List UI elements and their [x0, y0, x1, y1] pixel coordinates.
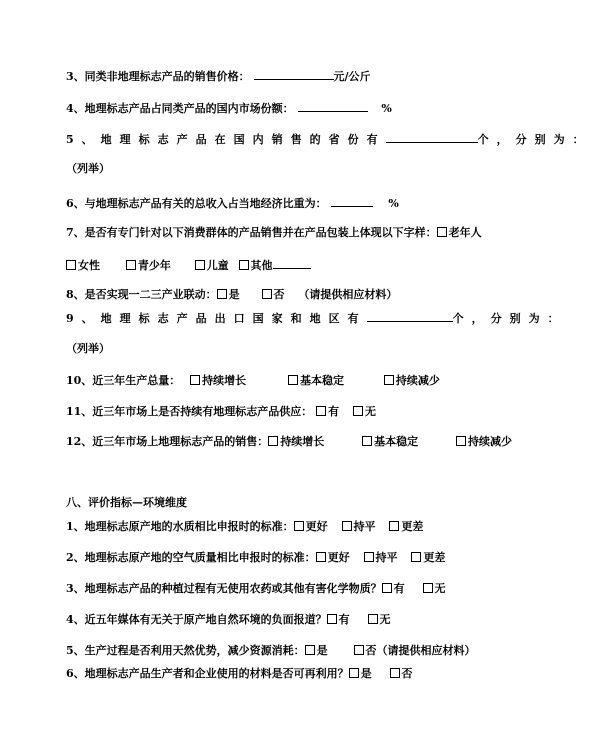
question-4: [66, 100, 392, 116]
question-11: [66, 405, 376, 419]
checkbox-icon: [354, 645, 364, 655]
checkbox-icon: [327, 614, 337, 624]
q3-prefix: 3、同类: [66, 70, 107, 83]
checkbox-icon: [217, 289, 227, 299]
q11-option-yes[interactable]: 有: [316, 405, 339, 419]
q7-text: 7、是否有专门针对以下消费群体的产品销售并在产品包装上体现以下字样：: [66, 226, 437, 239]
checkbox-icon: [389, 521, 399, 531]
question-8: [66, 288, 397, 302]
q7-other-field[interactable]: [273, 257, 311, 269]
e2-option-better[interactable]: 更好: [316, 551, 350, 565]
env-question-1: [66, 520, 423, 534]
checkbox-icon: [411, 552, 421, 562]
q4-share-field[interactable]: [298, 100, 368, 112]
q12-text: 12、近三年市场上地理标志产品的销售：: [66, 435, 269, 448]
checkbox-icon: [268, 436, 278, 446]
q10-option-decrease[interactable]: 持续减少: [384, 374, 440, 388]
q12-option-stable[interactable]: 基本稳定: [362, 435, 418, 449]
q9-note: （列举）: [66, 342, 110, 355]
checkbox-icon: [288, 375, 298, 385]
q5-text: 5、地理标志产品在国内销售的省份有: [66, 133, 386, 146]
q3-unit: 元/公斤: [333, 70, 371, 83]
q6-unit: %: [388, 197, 399, 210]
q7-option-other[interactable]: 其他: [239, 259, 273, 273]
question-7: [66, 226, 482, 240]
question-9: [66, 310, 567, 326]
env-question-3: [66, 582, 446, 596]
question-10: [66, 374, 440, 388]
e5-option-yes[interactable]: 是: [305, 644, 328, 658]
e1-option-worse[interactable]: 更差: [389, 520, 423, 534]
section-heading: 八、评价指标—环境维度: [66, 496, 187, 509]
e4-option-yes[interactable]: 有: [327, 613, 350, 627]
checkbox-icon: [362, 436, 372, 446]
q12-option-decrease[interactable]: 持续减少: [456, 435, 512, 449]
e6-option-no[interactable]: 否: [390, 667, 413, 681]
q7-option-children[interactable]: 儿童: [195, 259, 229, 273]
checkbox-icon: [456, 436, 466, 446]
q7-option-elderly[interactable]: 老年人: [437, 226, 482, 240]
q4-unit: %: [381, 102, 392, 115]
e5-note: （请提供相应材料）: [376, 644, 476, 657]
q12-option-increase[interactable]: 持续增长: [268, 435, 324, 449]
checkbox-icon: [349, 668, 359, 678]
checkbox-icon: [305, 645, 315, 655]
q6-ratio-field[interactable]: [331, 195, 373, 207]
question-12: [66, 435, 512, 449]
checkbox-icon: [368, 614, 378, 624]
q4-text: 4、地理标志产品占同类产品的国内市场份额：: [66, 102, 294, 115]
question-5: [66, 131, 592, 147]
q10-option-stable[interactable]: 基本稳定: [288, 374, 344, 388]
checkbox-icon: [390, 668, 400, 678]
e2-option-same[interactable]: 持平: [364, 551, 398, 565]
checkbox-icon: [423, 583, 433, 593]
env-question-5: [66, 644, 476, 658]
e3-option-yes[interactable]: 有: [382, 582, 405, 596]
q8-option-yes[interactable]: 是: [217, 288, 240, 302]
question-7-options: [66, 257, 311, 273]
q3-price-field[interactable]: [254, 68, 334, 80]
e4-option-no[interactable]: 无: [368, 613, 391, 627]
env-question-6: [66, 667, 413, 681]
q9-country-count-field[interactable]: [367, 310, 453, 322]
q5-note: （列举）: [66, 162, 110, 175]
q5-tail: 个，分别为：: [477, 133, 592, 146]
e6-text: 6、地理标志产品生产者和企业使用的材料是否可再利用？: [66, 667, 349, 680]
checkbox-icon: [262, 289, 272, 299]
checkbox-icon: [294, 521, 304, 531]
e2-text: 2、地理标志原产地的空气质量相比申报时的标准：: [66, 551, 316, 564]
checkbox-icon: [126, 260, 136, 270]
checkbox-icon: [195, 260, 205, 270]
checkbox-icon: [66, 260, 76, 270]
q11-text: 11、近三年市场上是否持续有地理标志产品供应：: [66, 405, 313, 418]
e1-option-better[interactable]: 更好: [294, 520, 328, 534]
question-6: [66, 195, 399, 211]
env-question-4: [66, 613, 391, 627]
q11-option-no[interactable]: 无: [353, 405, 376, 419]
checkbox-icon: [239, 260, 249, 270]
q9-tail: 个，分别为：: [452, 312, 567, 325]
q3-mark: 非: [106, 70, 118, 83]
checkbox-icon: [384, 375, 394, 385]
q6-text: 6、与地理标志产品有关的总收入占当地经济比重为：: [66, 197, 327, 210]
e5-option-no[interactable]: 否: [354, 644, 377, 658]
q10-text: 10、近三年生产总量：: [66, 374, 181, 387]
env-question-2: [66, 551, 445, 565]
q3-text: 地理标志产品的销售价格：: [117, 70, 250, 83]
e3-text: 3、地理标志产品的种植过程有无使用农药或其他有害化学物质？: [66, 582, 382, 595]
checkbox-icon: [342, 521, 352, 531]
q8-text: 8、是否实现一二三产业联动：: [66, 288, 217, 301]
e1-option-same[interactable]: 持平: [342, 520, 376, 534]
e2-option-worse[interactable]: 更差: [411, 551, 445, 565]
q5-province-count-field[interactable]: [386, 131, 478, 143]
checkbox-icon: [437, 227, 447, 237]
checkbox-icon: [382, 583, 392, 593]
checkbox-icon: [353, 406, 363, 416]
e5-text: 5、生产过程是否利用天然优势，减少资源消耗：: [66, 644, 305, 657]
e1-text: 1、地理标志原产地的水质相比申报时的标准：: [66, 520, 294, 533]
e6-option-yes[interactable]: 是: [349, 667, 372, 681]
checkbox-icon: [316, 406, 326, 416]
q7-option-youth[interactable]: 青少年: [126, 259, 171, 273]
question-3: [66, 68, 371, 84]
e3-option-no[interactable]: 无: [423, 582, 446, 596]
checkbox-icon: [316, 552, 326, 562]
e4-text: 4、近五年媒体有无关于原产地自然环境的负面报道？: [66, 613, 327, 626]
q9-text: 9、地理标志产品出口国家和地区有: [66, 312, 367, 325]
q8-note: （请提供相应材料）: [298, 288, 398, 301]
checkbox-icon: [190, 375, 200, 385]
q10-option-increase[interactable]: 持续增长: [190, 374, 246, 388]
q7-option-women[interactable]: 女性: [66, 259, 100, 273]
q8-option-no[interactable]: 否: [262, 288, 285, 302]
checkbox-icon: [364, 552, 374, 562]
